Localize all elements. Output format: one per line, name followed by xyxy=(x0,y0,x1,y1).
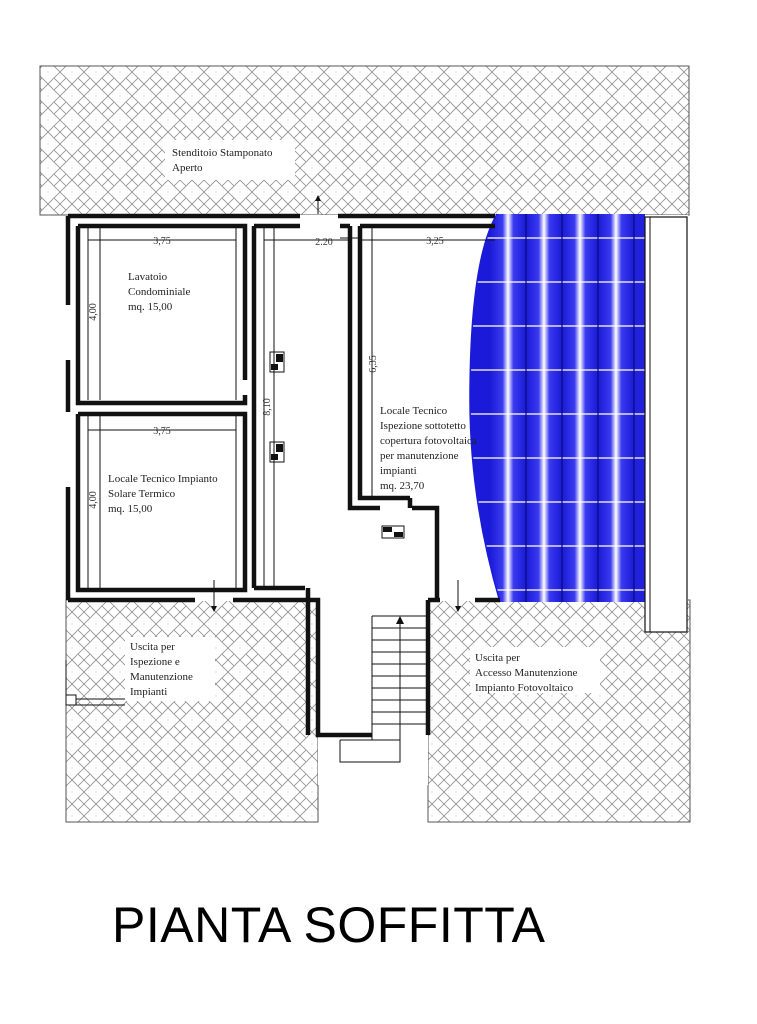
svg-text:Lavatoio: Lavatoio xyxy=(128,271,168,283)
svg-text:per manutenzione: per manutenzione xyxy=(380,450,459,462)
equipment-symbol-3 xyxy=(382,526,404,538)
dim-locale-solare-width: 3,75 xyxy=(153,426,171,437)
svg-text:Impianto Fotovoltaico: Impianto Fotovoltaico xyxy=(475,682,574,694)
dim-locale-tecnico-height: 6,35 xyxy=(368,355,379,373)
dim-corridor-length: 8,10 xyxy=(262,398,273,416)
dim-locale-solare-height: 4,00 xyxy=(88,491,99,509)
equipment-symbol-2 xyxy=(270,442,284,462)
svg-text:mq. 15,00: mq. 15,00 xyxy=(128,301,173,313)
svg-text:Manutenzione: Manutenzione xyxy=(130,671,193,683)
dim-lavatoio-width: 3,75 xyxy=(153,236,171,247)
svg-text:Ispezione e: Ispezione e xyxy=(130,656,180,668)
dim-corridor-width: 2.20 xyxy=(315,237,333,248)
svg-text:Aperto: Aperto xyxy=(172,162,203,174)
svg-text:Uscita per: Uscita per xyxy=(475,652,520,664)
page-title: PIANTA SOFFITTA xyxy=(112,897,546,953)
svg-text:Ispezione sottotetto: Ispezione sottotetto xyxy=(380,420,466,432)
terrace-left xyxy=(66,600,318,822)
stenditoio-area xyxy=(40,66,689,215)
svg-text:Uscita per: Uscita per xyxy=(130,641,175,653)
svg-text:Locale Tecnico Impianto: Locale Tecnico Impianto xyxy=(108,473,218,485)
svg-text:mq. 23,70: mq. 23,70 xyxy=(380,480,425,492)
svg-text:Locale Tecnico: Locale Tecnico xyxy=(380,405,448,417)
solar-panel-array xyxy=(470,214,650,604)
svg-text:Condominiale: Condominiale xyxy=(128,286,191,298)
terrace-right xyxy=(428,600,690,822)
svg-text:Stenditoio Stamponato: Stenditoio Stamponato xyxy=(172,147,273,159)
svg-text:mq. 15,00: mq. 15,00 xyxy=(108,503,153,515)
dim-locale-tecnico-width: 3,25 xyxy=(426,236,444,247)
svg-text:Impianti: Impianti xyxy=(130,686,168,698)
equipment-symbol-1 xyxy=(270,352,284,372)
svg-text:Solare Termico: Solare Termico xyxy=(108,488,176,500)
svg-text:Accesso Manutenzione: Accesso Manutenzione xyxy=(475,667,578,679)
dim-lavatoio-height: 4,00 xyxy=(88,303,99,321)
svg-text:copertura fotovoltaica: copertura fotovoltaica xyxy=(380,435,477,447)
svg-text:impianti: impianti xyxy=(380,465,417,477)
